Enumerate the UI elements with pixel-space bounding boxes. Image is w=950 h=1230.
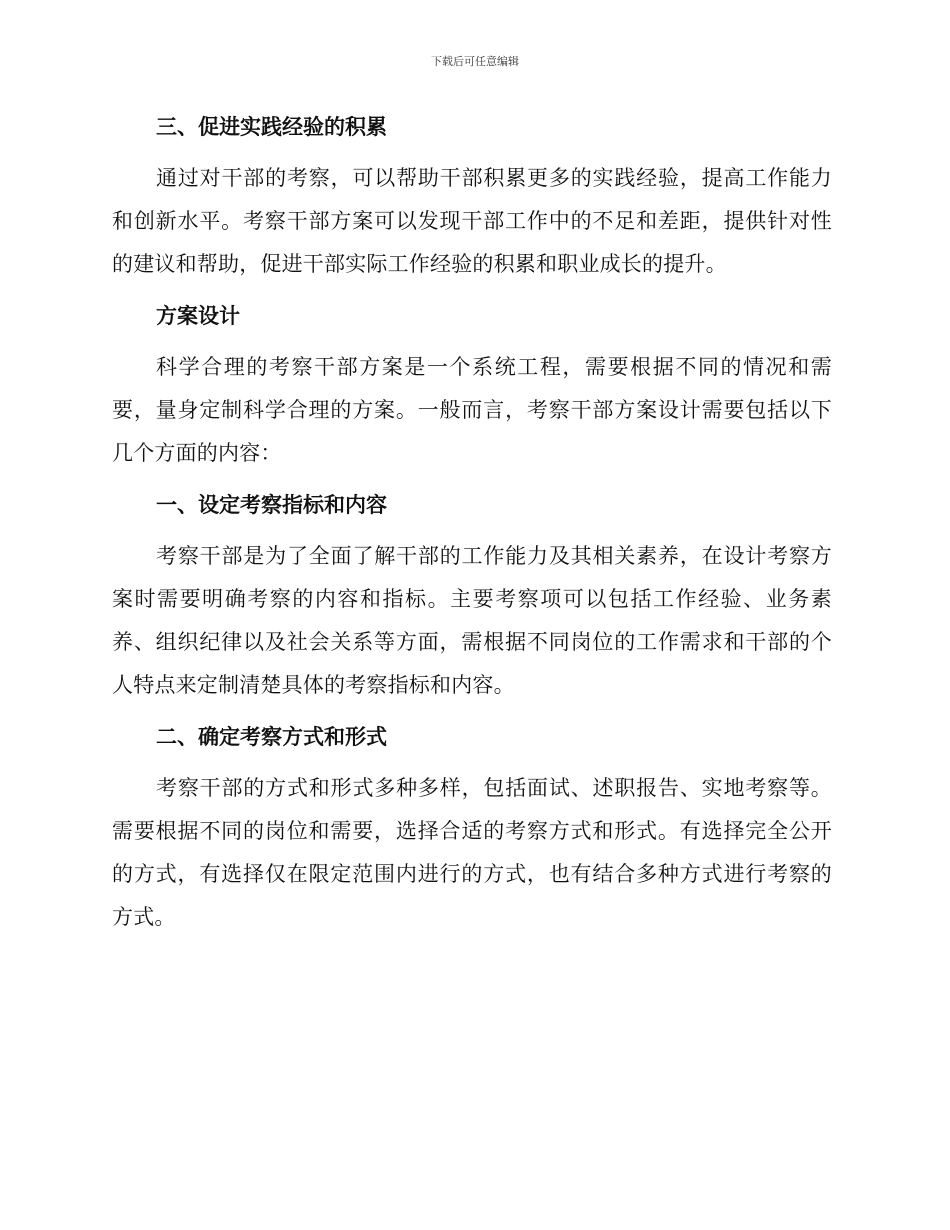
spacer xyxy=(112,149,832,157)
page-header-note: 下载后可任意编辑 xyxy=(431,55,519,68)
section-heading: 方案设计 xyxy=(156,303,240,328)
spacer xyxy=(112,707,832,715)
spacer xyxy=(112,286,832,294)
section-paragraph: 考察干部的方式和形式多种多样，包括面试、述职报告、实地考察等。需要根据不同的岗位和需要，选择合适的考察方式和形式。有选择完全公开的方式，有选择仅在限定范围内进行的方式，也有结合多种方式进行考察的方式。 xyxy=(112,776,832,929)
spacer xyxy=(112,759,832,767)
spacer xyxy=(112,475,832,483)
document-body xyxy=(112,105,832,939)
section-heading: 三、促进实践经验的积累 xyxy=(156,114,387,139)
section-paragraph: 考察干部是为了全面了解干部的工作能力及其相关素养，在设计考察方案时需要明确考察的内容和指标。主要考察项可以包括工作经验、业务素养、组织纪律以及社会关系等方面，需根据不同岗位的工作需求和干部的个人特点来定制清楚具体的考察指标和内容。 xyxy=(112,544,832,697)
spacer xyxy=(112,527,832,535)
section-paragraph: 通过对干部的考察，可以帮助干部积累更多的实践经验，提高工作能力和创新水平。考察干部方案可以发现干部工作中的不足和差距，提供针对性的建议和帮助，促进干部实际工作经验的积累和职业成长的提升。 xyxy=(112,166,832,276)
section-paragraph: 科学合理的考察干部方案是一个系统工程，需要根据不同的情况和需要，量身定制科学合理的方案。一般而言，考察干部方案设计需要包括以下几个方面的内容： xyxy=(112,355,832,465)
spacer xyxy=(112,338,832,346)
section-heading: 一、设定考察指标和内容 xyxy=(156,492,387,517)
section-heading: 二、确定考察方式和形式 xyxy=(156,724,387,749)
